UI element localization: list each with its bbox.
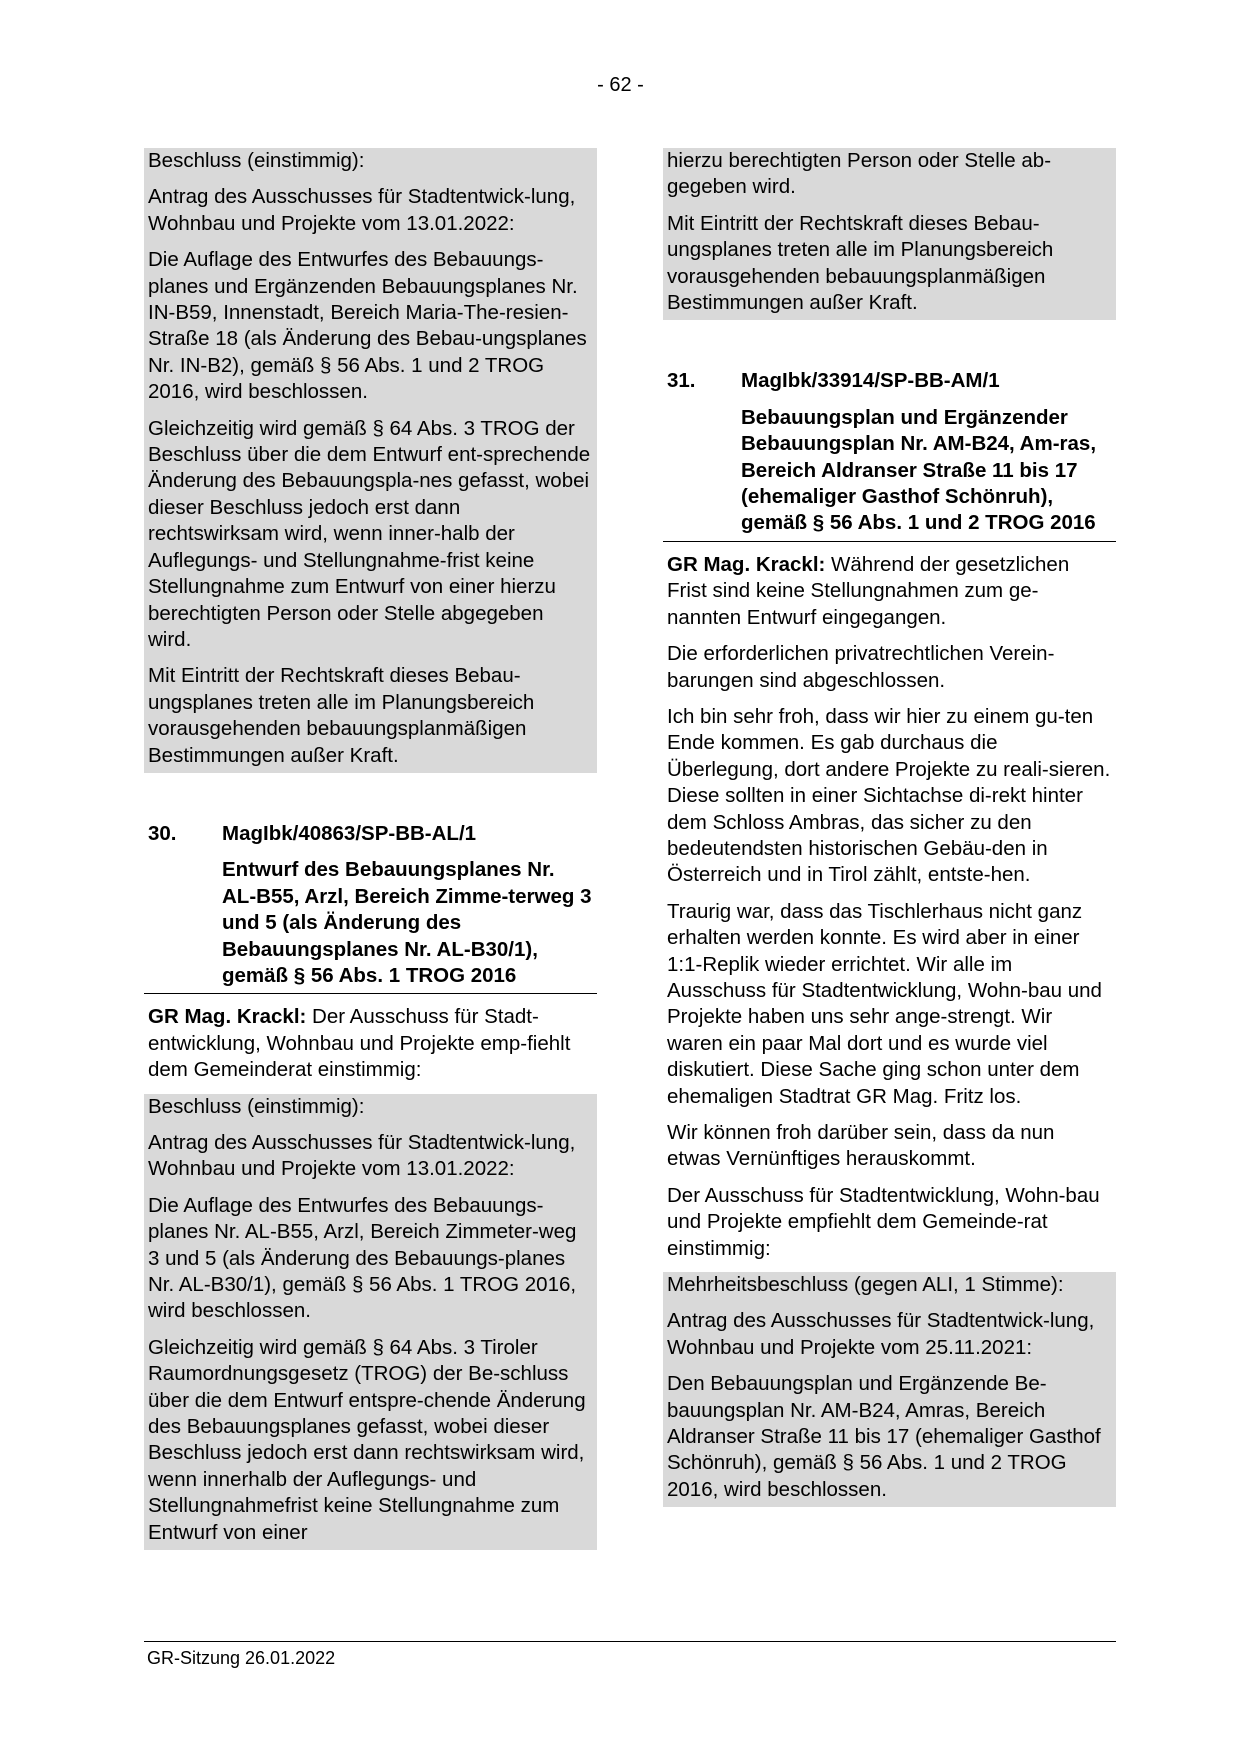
speech-paragraph: Ich bin sehr froh, dass wir hier zu einem gu-ten Ende kommen. Es gab durchaus die Überlegung, dort andere Projekte zu reali-sieren. Diese sollten in einer Sichtachse di-rekt hinter dem Schloss Ambras, das sicher zu den bedeutendsten historischen Gebäu-den in Österreich und in Tirol zählt, entste-hen.: [667, 704, 1111, 887]
speech-paragraph: [148, 1004, 593, 1083]
resolution-type: Mehrheitsbeschluss (gegen ALI, 1 Stimme):: [667, 1273, 1064, 1297]
agenda-reference: MagIbk/33914/SP-BB-AM/1: [741, 369, 1000, 393]
speech-paragraph: Die erforderlichen privatrechtlichen Verein-barungen sind abgeschlossen.: [667, 642, 1055, 692]
footer-divider: [144, 1641, 1116, 1642]
motion-text: Mit Eintritt der Rechtskraft dieses Bebau-ungsplanes treten alle im Planungsbereich vorausgehenden bebauungsplanmäßigen Bestimmungen außer Kraft.: [667, 211, 1054, 315]
motion-text: Gleichzeitig wird gemäß § 64 Abs. 3 TROG der Beschluss über die dem Entwurf ent-sprechende Änderung des Bebauungspla-nes gefasst, wobei dieser Beschluss jedoch erst dann rechtswirksam wird, wenn inner-halb der Auflegungs- und Stellungnahme-frist keine Stellungnahme zum Entwurf von einer hierzu berechtigten Person oder Stelle abgegeben wird.: [148, 416, 591, 651]
left-column: [144, 148, 597, 1550]
motion-text: Die Auflage des Entwurfes des Bebauungs-planes Nr. AL-B55, Arzl, Bereich Zimmeter-weg 3 und 5 (als Änderung des Bebauungs-planes Nr. AL-B30/1), gemäß § 56 Abs. 1 TROG 2016, wird beschlossen.: [148, 1193, 577, 1323]
motion-text: Mit Eintritt der Rechtskraft dieses Bebau-ungsplanes treten alle im Planungsbereich vorausgehenden bebauungsplanmäßigen Bestimmungen außer Kraft.: [148, 664, 535, 767]
agenda-reference: MagIbk/40863/SP-BB-AL/1: [222, 821, 477, 845]
resolution-block-continued: [663, 148, 1116, 320]
speech-text: Der Ausschuss für Stadt-entwicklung, Wohnbau und Projekte emp-fiehlt dem Gemeinderat einstimmig:: [148, 1005, 571, 1082]
resolution-type: Beschluss (einstimmig):: [148, 149, 365, 172]
right-column: [663, 148, 1116, 1507]
resolution-block-am-b24: [663, 1272, 1116, 1507]
speech-paragraph: Wir können froh darüber sein, dass da nun etwas Vernünftiges herauskommt.: [667, 1121, 1055, 1171]
agenda-title: Bebauungsplan und Ergänzender Bebauungsplan Nr. AM-B24, Am-ras, Bereich Aldranser Straße 11 bis 17 (ehemaliger Gasthof Schönruh), gemäß § 56 Abs. 1 und 2 TROG 2016: [741, 405, 1097, 535]
speech-paragraph: [667, 552, 1112, 631]
speaker-name: GR Mag. Krackl:: [148, 1005, 307, 1029]
page-number: - 62 -: [597, 74, 644, 96]
speech-krackl-30: [144, 1004, 597, 1083]
motion-intro: Antrag des Ausschusses für Stadtentwick-lung, Wohnbau und Projekte vom 13.01.2022:: [148, 1131, 576, 1181]
resolution-block-al-b55: [144, 1094, 597, 1551]
agenda-title: Entwurf des Bebauungsplanes Nr. AL-B55, Arzl, Bereich Zimme-terweg 3 und 5 (als Änderung des Bebauungsplanes Nr. AL-B30/1), gemäß § 56 Abs. 1 TROG 2016: [222, 858, 592, 987]
agenda-item-31: [663, 368, 1116, 541]
speech-paragraph: Der Ausschuss für Stadtentwicklung, Wohn-bau und Projekte empfiehlt dem Gemeinde-rat einstimmig:: [667, 1183, 1100, 1260]
motion-intro: Antrag des Ausschusses für Stadtentwick-lung, Wohnbau und Projekte vom 13.01.2022:: [148, 185, 576, 235]
speech-paragraph: Traurig war, dass das Tischlerhaus nicht ganz erhalten werden konnte. Es wird aber in einer 1:1-Replik wieder errichtet. Wir alle im Ausschuss für Stadtentwicklung, Wohn-bau und Projekte haben uns sehr ange-strengt. Wir waren ein paar Mal dort und es wurde viel diskutiert. Diese Sache ging schon unter dem ehemaligen Stadtrat GR Mag. Fritz los.: [667, 899, 1102, 1108]
agenda-number: 31.: [667, 369, 696, 393]
speech-text: Während der gesetzlichen Frist sind keine Stellungnahmen zum ge-nannten Entwurf eingegangen.: [667, 552, 1070, 629]
agenda-item-30: [144, 821, 597, 994]
motion-text: Die Auflage des Entwurfes des Bebauungs-planes und Ergänzenden Bebauungsplanes Nr. IN-B59, Innenstadt, Bereich Maria-The-resien-Straße 18 (als Änderung des Bebau-ungsplanes Nr. IN-B2), gemäß § 56 Abs. 1 und 2 TROG 2016, wird beschlossen.: [148, 248, 587, 404]
motion-text: Den Bebauungsplan und Ergänzende Be-bauungsplan Nr. AM-B24, Amras, Bereich Aldranser Straße 11 bis 17 (ehemaliger Gasthof Schönruh), gemäß § 56 Abs. 1 und 2 TROG 2016, wird beschlossen.: [667, 1372, 1101, 1501]
resolution-type: Beschluss (einstimmig):: [148, 1094, 365, 1118]
resolution-block-in-b59: [144, 148, 597, 773]
motion-text: Gleichzeitig wird gemäß § 64 Abs. 3 Tiroler Raumordnungsgesetz (TROG) der Be-schluss über die dem Entwurf entspre-chende Änderung des Bebauungsplanes gefasst, wobei dieser Beschluss jedoch erst dann rechtswirksam wird, wenn innerhalb der Auflegungs- und Stellungnahmefrist keine Stellungnahme zum Entwurf von einer: [148, 1335, 586, 1544]
motion-text: hierzu berechtigten Person oder Stelle ab-gegeben wird.: [667, 149, 1052, 199]
motion-intro: Antrag des Ausschusses für Stadtentwick-lung, Wohnbau und Projekte vom 25.11.2021:: [667, 1309, 1095, 1359]
agenda-number: 30.: [148, 821, 177, 845]
footer-session-date: GR-Sitzung 26.01.2022: [147, 1648, 336, 1668]
speech-krackl-31: [663, 552, 1116, 1262]
speaker-name: GR Mag. Krackl:: [667, 552, 826, 576]
